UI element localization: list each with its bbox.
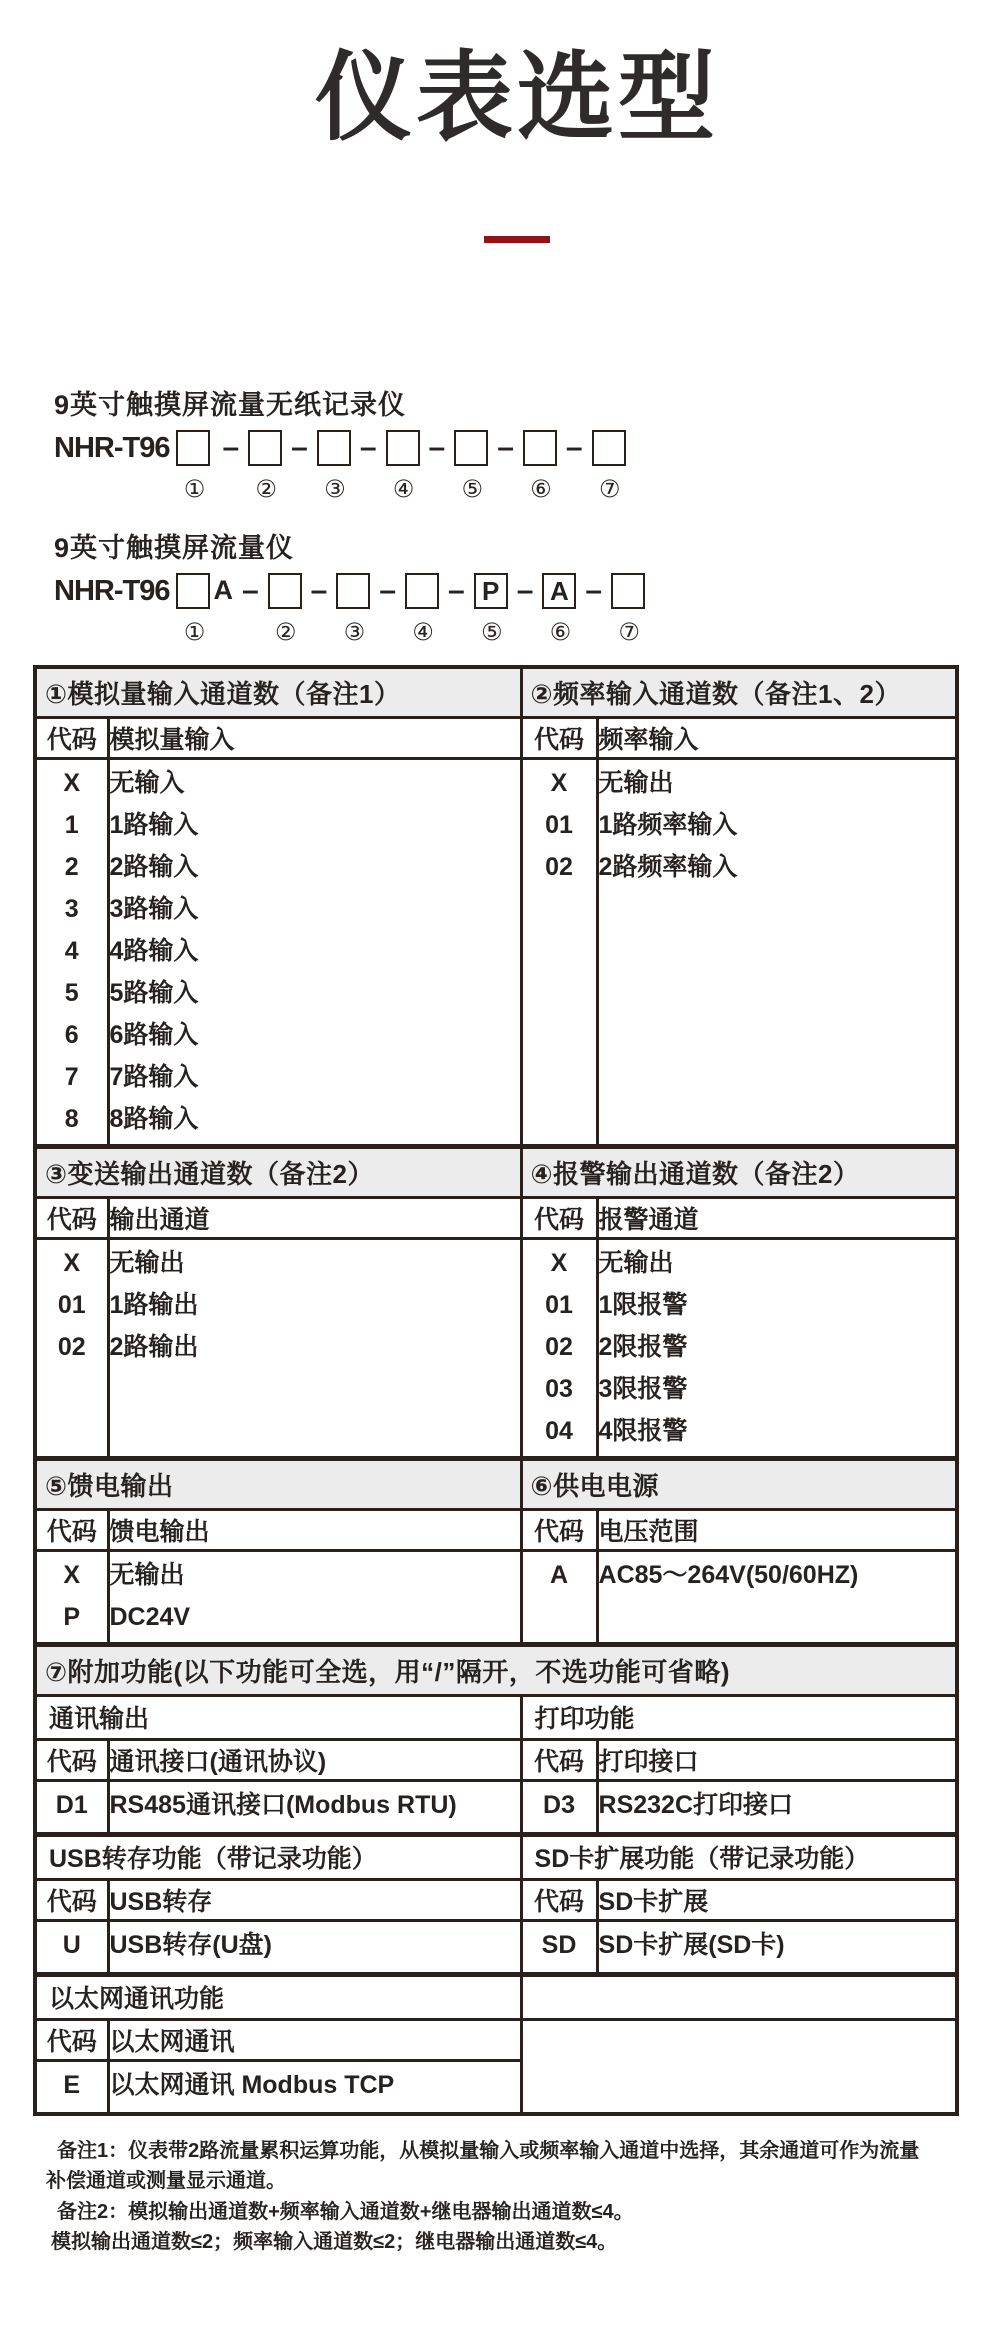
code-label-cell: 代码 (35, 1739, 108, 1780)
desc-value: 7路输入 (109, 1062, 199, 1091)
circled-number: ② (255, 475, 277, 503)
section-1-descs (108, 758, 521, 1146)
code-value: 5 (64, 978, 79, 1007)
desc-value: 无输出 (109, 1248, 185, 1277)
desc-value: USB转存(U盘) (109, 1930, 272, 1959)
ethernet-desc-label: 以太网通讯 (108, 2019, 521, 2060)
comm-print-subheader-row (35, 1739, 957, 1780)
circled-number: ② (274, 618, 297, 646)
data-row-1-2 (35, 758, 957, 1146)
desc-value: 2路频率输入 (598, 852, 738, 881)
subheader-row-3-4 (35, 1197, 957, 1238)
section-5-desc-label: 馈电输出 (108, 1509, 521, 1550)
ethernet-code (35, 2060, 108, 2114)
print-title: 打印功能 (521, 1695, 957, 1739)
usb-desc-label: USB转存 (108, 1879, 521, 1920)
code-label-cell: 代码 (35, 717, 108, 758)
code-value: 02 (545, 852, 573, 881)
model-code-section (54, 383, 990, 647)
section-6-descs (597, 1550, 957, 1644)
model-slot-1 (176, 429, 248, 504)
section-7-header-row (35, 1644, 957, 1695)
code-value: D3 (543, 1790, 575, 1819)
section-2-descs (597, 758, 957, 1146)
option-box (248, 430, 282, 466)
desc-value: 3路输入 (109, 894, 199, 923)
section-7-header: ⑦附加功能(以下功能可全选，用“/”隔开，不选功能可省略) (35, 1644, 957, 1695)
code-label-cell: 代码 (521, 1879, 597, 1920)
model-slot-6 (542, 572, 611, 647)
ethernet-subheader-row (35, 2019, 957, 2060)
usb-title: USB转存功能（带记录功能） (35, 1834, 521, 1879)
desc-value: DC24V (109, 1602, 191, 1631)
code-value: 8 (64, 1104, 79, 1133)
dash: – (241, 573, 259, 607)
model-slot-4 (405, 572, 474, 647)
section-5-codes (35, 1550, 108, 1644)
dash: – (379, 573, 397, 607)
desc-value: 1限报警 (598, 1290, 688, 1319)
footnote-2-line-1: 备注2：模拟输出通道数+频率输入通道数+继电器输出通道数≤4。 (57, 2200, 634, 2223)
desc-value: 8路输入 (109, 1104, 199, 1133)
section-6-codes (521, 1550, 597, 1644)
desc-value: 1路输出 (109, 1290, 199, 1319)
dash: – (310, 573, 328, 607)
desc-value: 无输入 (109, 768, 185, 797)
dash: – (428, 430, 446, 464)
code-value: 04 (545, 1416, 573, 1445)
code-label-cell: 代码 (35, 1879, 108, 1920)
model-prefix: NHR-T96 (54, 431, 170, 464)
dash: – (359, 430, 377, 464)
option-box (176, 430, 210, 466)
section-6-desc-label: 电压范围 (597, 1509, 957, 1550)
option-box (317, 430, 351, 466)
title-underline-bar (484, 236, 550, 243)
code-value: X (63, 1560, 81, 1589)
dash: – (516, 573, 534, 607)
code-label-cell: 代码 (521, 1197, 597, 1238)
desc-value: 2路输入 (109, 852, 199, 881)
code-value: 01 (545, 1290, 573, 1319)
section-1-header: ①模拟量输入通道数（备注1） (35, 667, 521, 718)
ethernet-title: 以太网通讯功能 (35, 1974, 521, 2019)
code-value: 6 (64, 1020, 79, 1049)
print-desc (597, 1780, 957, 1834)
circled-number: ① (183, 618, 206, 646)
model-slot-5 (474, 572, 543, 647)
usb-sd-subheader-row (35, 1879, 957, 1920)
code-label-cell: 代码 (521, 717, 597, 758)
comm-print-title-row (35, 1695, 957, 1739)
desc-value: 5路输入 (109, 978, 199, 1007)
dash: – (497, 430, 514, 464)
code-value: 3 (64, 894, 79, 923)
dash: – (448, 573, 465, 607)
empty-cell (521, 2019, 957, 2114)
desc-value: 1路输入 (109, 810, 199, 839)
desc-value: 4路输入 (109, 936, 199, 965)
code-value: 1 (64, 810, 79, 839)
section-5-header: ⑤馈电输出 (35, 1458, 521, 1509)
section-2-header: ②频率输入通道数（备注1、2） (521, 667, 957, 718)
model-slot-4 (386, 429, 455, 504)
desc-value: 无输出 (598, 1248, 674, 1277)
desc-value: 6路输入 (109, 1020, 199, 1049)
subheader-row-5-6 (35, 1509, 957, 1550)
section-header-row-5-6 (35, 1458, 957, 1509)
model-flowmeter-label: 9英寸触摸屏流量仪 (54, 532, 295, 563)
circled-number: ③ (324, 475, 346, 503)
model-slot-5 (454, 429, 523, 504)
model-recorder (54, 383, 990, 504)
desc-value: 以太网通讯 Modbus TCP (109, 2070, 395, 2099)
desc-value: AC85～264V(50/60HZ) (598, 1560, 859, 1589)
footnote-1-line-1: 备注1：仪表带2路流量累积运算功能，从模拟量输入或频率输入通道中选择，其余通道可作为流量 (57, 2139, 920, 2162)
section-6-header: ⑥供电电源 (521, 1458, 957, 1509)
section-header-row-1-2 (35, 667, 957, 718)
section-2-codes (521, 758, 597, 1146)
usb-code (35, 1920, 108, 1974)
circled-number: ⑦ (618, 618, 640, 646)
code-label-cell: 代码 (35, 2019, 108, 2060)
desc-value: 1路频率输入 (598, 810, 738, 839)
footnotes (46, 2136, 962, 2258)
section-3-descs (108, 1238, 521, 1458)
ethernet-title-row (35, 1974, 957, 2019)
desc-value: 2路输出 (109, 1332, 199, 1361)
section-1-codes (35, 758, 108, 1146)
section-3-codes (35, 1238, 108, 1458)
desc-value: 无输出 (598, 768, 674, 797)
option-box (268, 573, 302, 609)
desc-value: 3限报警 (598, 1374, 688, 1403)
circled-number: ① (183, 475, 206, 503)
code-value: X (550, 768, 568, 797)
section-4-header: ④报警输出通道数（备注2） (521, 1146, 957, 1197)
code-value: 02 (545, 1332, 573, 1361)
page-title: 仪表选型 (315, 43, 719, 152)
circled-number: ⑦ (598, 475, 621, 503)
code-label-cell: 代码 (521, 1509, 597, 1550)
option-box-A: A (542, 573, 576, 609)
desc-value: RS485通讯接口(Modbus RTU) (109, 1790, 457, 1819)
code-value: 03 (545, 1374, 573, 1403)
model-slot-7 (611, 572, 647, 647)
usb-desc (108, 1920, 521, 1974)
model-slot-3 (336, 572, 405, 647)
print-desc-label: 打印接口 (597, 1739, 957, 1780)
code-label-cell: 代码 (35, 1197, 108, 1238)
dash: – (585, 573, 603, 607)
empty-cell (521, 1974, 957, 2019)
model-flowmeter-code-row (54, 572, 990, 647)
circled-number: ③ (343, 618, 366, 646)
code-label-cell: 代码 (521, 1739, 597, 1780)
selection-table (33, 665, 959, 2116)
circled-number: ⑤ (480, 618, 503, 646)
option-box (611, 573, 645, 609)
model-flowmeter (54, 526, 990, 647)
data-row-5-6 (35, 1550, 957, 1644)
circled-number: ⑤ (461, 475, 483, 503)
comm-title: 通讯输出 (35, 1695, 521, 1739)
hero (22, 42, 990, 243)
usb-sd-data-row (35, 1920, 957, 1974)
code-value: SD (541, 1930, 577, 1959)
comm-print-data-row (35, 1780, 957, 1834)
comm-code (35, 1780, 108, 1834)
slot-suffix: A (213, 575, 233, 606)
section-1-desc-label: 模拟量输入 (108, 717, 521, 758)
section-3-header: ③变送输出通道数（备注2） (35, 1146, 521, 1197)
model-prefix: NHR-T96 (54, 574, 170, 607)
code-value: A (549, 1560, 569, 1589)
option-box (592, 430, 626, 466)
usb-sd-title-row (35, 1834, 957, 1879)
section-2-desc-label: 频率输入 (597, 717, 957, 758)
model-slot-2 (268, 572, 337, 647)
sd-desc (597, 1920, 957, 1974)
model-slot-2 (248, 429, 317, 504)
option-box (176, 573, 210, 609)
model-recorder-label: 9英寸触摸屏流量无纸记录仪 (54, 389, 407, 420)
subheader-row-1-2 (35, 717, 957, 758)
dash: – (291, 430, 308, 464)
model-slot-1 (176, 572, 267, 647)
code-value: 02 (57, 1332, 86, 1361)
section-4-desc-label: 报警通道 (597, 1197, 957, 1238)
desc-value: SD卡扩展(SD卡) (598, 1930, 785, 1959)
code-value: 01 (545, 810, 573, 839)
code-value: 2 (64, 852, 79, 881)
desc-value: 2限报警 (598, 1332, 688, 1361)
sd-title: SD卡扩展功能（带记录功能） (521, 1834, 957, 1879)
footnote-1-line-2: 补偿通道或测量显示通道。 (46, 2170, 286, 2193)
option-box-P: P (474, 573, 508, 609)
code-value: E (63, 2070, 81, 2099)
footnote-2-line-2: 模拟输出通道数≤2；频率输入通道数≤2；继电器输出通道数≤4。 (51, 2231, 618, 2254)
section-header-row-3-4 (35, 1146, 957, 1197)
sd-desc-label: SD卡扩展 (597, 1879, 957, 1920)
code-value: X (63, 1248, 81, 1277)
section-5-descs (108, 1550, 521, 1644)
circled-number: ④ (412, 618, 434, 646)
print-code (521, 1780, 597, 1834)
desc-value: RS232C打印接口 (598, 1790, 794, 1819)
desc-value: 无输出 (109, 1560, 185, 1589)
option-box (454, 430, 488, 466)
code-value: P (63, 1602, 81, 1631)
sd-code (521, 1920, 597, 1974)
ethernet-desc (108, 2060, 521, 2114)
comm-desc-label: 通讯接口(通讯协议) (108, 1739, 521, 1780)
code-value: 4 (64, 936, 79, 965)
data-row-3-4 (35, 1238, 957, 1458)
code-value: D1 (55, 1790, 88, 1819)
code-label-cell: 代码 (35, 1509, 108, 1550)
dash: – (565, 430, 583, 464)
code-value: U (62, 1930, 81, 1959)
desc-value: 4限报警 (598, 1416, 688, 1445)
code-value: 01 (57, 1290, 86, 1319)
option-box (523, 430, 557, 466)
dash: – (222, 430, 240, 464)
code-value: 7 (64, 1062, 79, 1091)
section-3-desc-label: 输出通道 (108, 1197, 521, 1238)
code-value: X (550, 1248, 568, 1277)
option-box (405, 573, 439, 609)
section-4-descs (597, 1238, 957, 1458)
circled-number: ⑥ (530, 475, 552, 503)
model-slot-3 (317, 429, 386, 504)
option-box (386, 430, 420, 466)
code-value: X (63, 768, 81, 797)
comm-desc (108, 1780, 521, 1834)
circled-number: ④ (392, 475, 415, 503)
model-recorder-code-row (54, 429, 990, 504)
option-box (336, 573, 370, 609)
section-4-codes (521, 1238, 597, 1458)
model-slot-7 (592, 429, 628, 504)
model-slot-6 (523, 429, 592, 504)
circled-number: ⑥ (549, 618, 572, 646)
